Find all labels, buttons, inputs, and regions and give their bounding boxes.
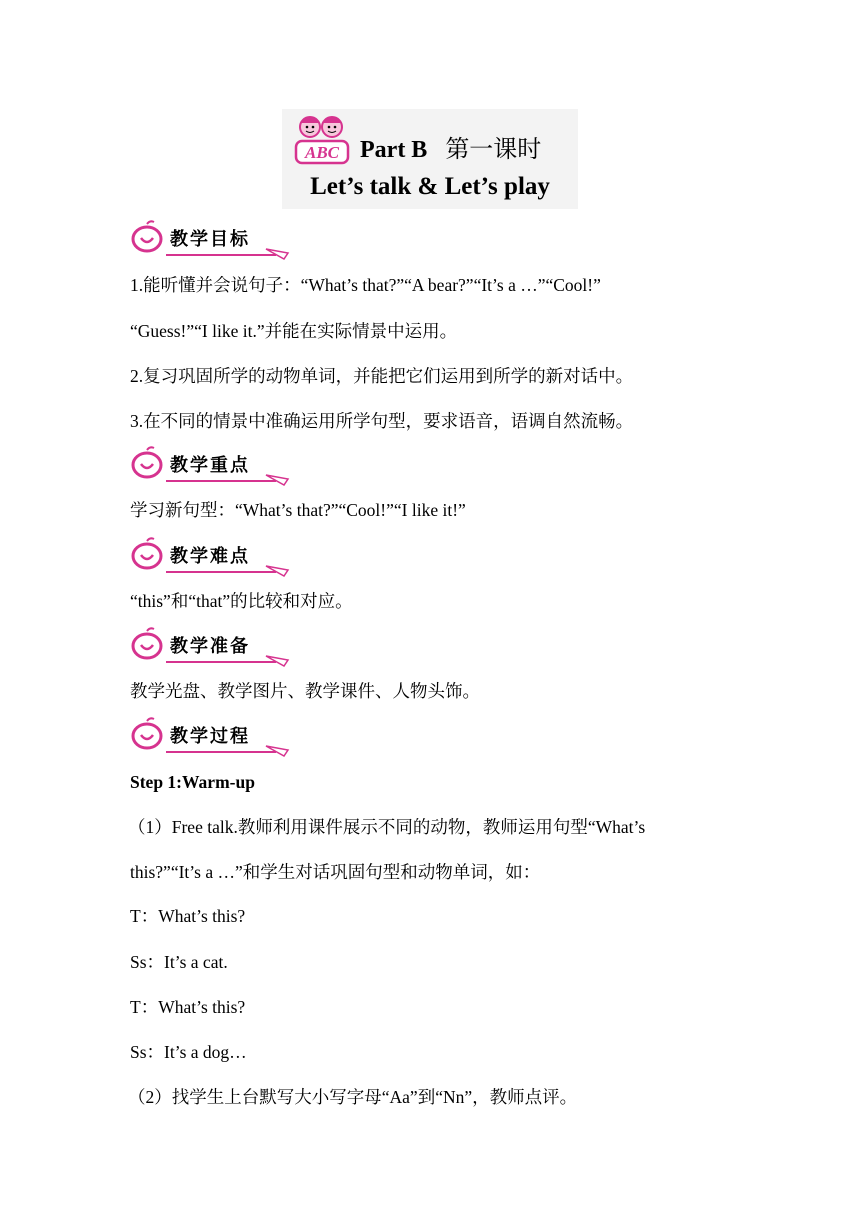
process-line-2: this?”“It’s a …”和学生对话巩固句型和动物单词，如： [130, 862, 541, 882]
pencil-underline-icon [166, 744, 416, 758]
process-line-1: （1）Free talk.教师利用课件展示不同的动物，教师运用句型“What’s [128, 817, 646, 837]
key-points-text: 学习新句型：“What’s that?”“Cool!”“I like it!” [130, 500, 466, 520]
section-heading-difficulties [130, 537, 290, 571]
step1-title: Step 1:Warm-up [130, 772, 255, 792]
goal-line-2: “Guess!”“I like it.”并能在实际情景中运用。 [130, 321, 458, 341]
heading-label: 教学准备 [170, 636, 250, 657]
apple-icon [130, 446, 164, 480]
difficulties-text: “this”和“that”的比较和对应。 [130, 591, 353, 611]
pencil-underline-icon [166, 564, 416, 578]
goal-line-1: 1.能听懂并会说句子：“What’s that?”“A bear?”“It’s a …”“Cool!” [130, 275, 601, 295]
heading-label: 教学重点 [170, 455, 250, 476]
section-heading-key-points [130, 446, 290, 480]
banner-title [360, 129, 541, 164]
kids-abc-logo-icon [290, 113, 354, 167]
heading-label: 教学目标 [170, 229, 250, 250]
process-line-4: Ss：It’s a cat. [130, 952, 228, 972]
apple-icon [130, 627, 164, 661]
heading-label: 教学难点 [170, 546, 250, 567]
process-line-5: T：What’s this? [130, 997, 246, 1017]
goal-line-4: 3.在不同的情景中准确运用所学句型，要求语音，语调自然流畅。 [130, 411, 634, 431]
apple-icon [130, 717, 164, 751]
title-banner [282, 109, 578, 209]
pencil-underline-icon [166, 247, 416, 261]
preparation-text: 教学光盘、教学图片、教学课件、人物头饰。 [130, 681, 480, 701]
logo-letters: ABC [304, 143, 340, 162]
banner-subtitle: Let’s talk & Let’s play [310, 173, 550, 200]
section-heading-preparation [130, 627, 290, 661]
lesson-label: 第一课时 [445, 135, 542, 163]
pencil-underline-icon [166, 473, 416, 487]
section-heading-process [130, 717, 290, 751]
process-line-7: （2）找学生上台默写大小写字母“Aa”到“Nn”，教师点评。 [128, 1087, 578, 1107]
section-heading-goals [130, 220, 290, 254]
apple-icon [130, 537, 164, 571]
heading-label: 教学过程 [170, 726, 250, 747]
apple-icon [130, 220, 164, 254]
part-label: Part B [360, 137, 428, 163]
pencil-underline-icon [166, 654, 416, 668]
goal-line-3: 2.复习巩固所学的动物单词，并能把它们运用到所学的新对话中。 [130, 366, 634, 386]
process-line-6: Ss：It’s a dog… [130, 1042, 247, 1062]
process-line-3: T：What’s this? [130, 906, 246, 926]
